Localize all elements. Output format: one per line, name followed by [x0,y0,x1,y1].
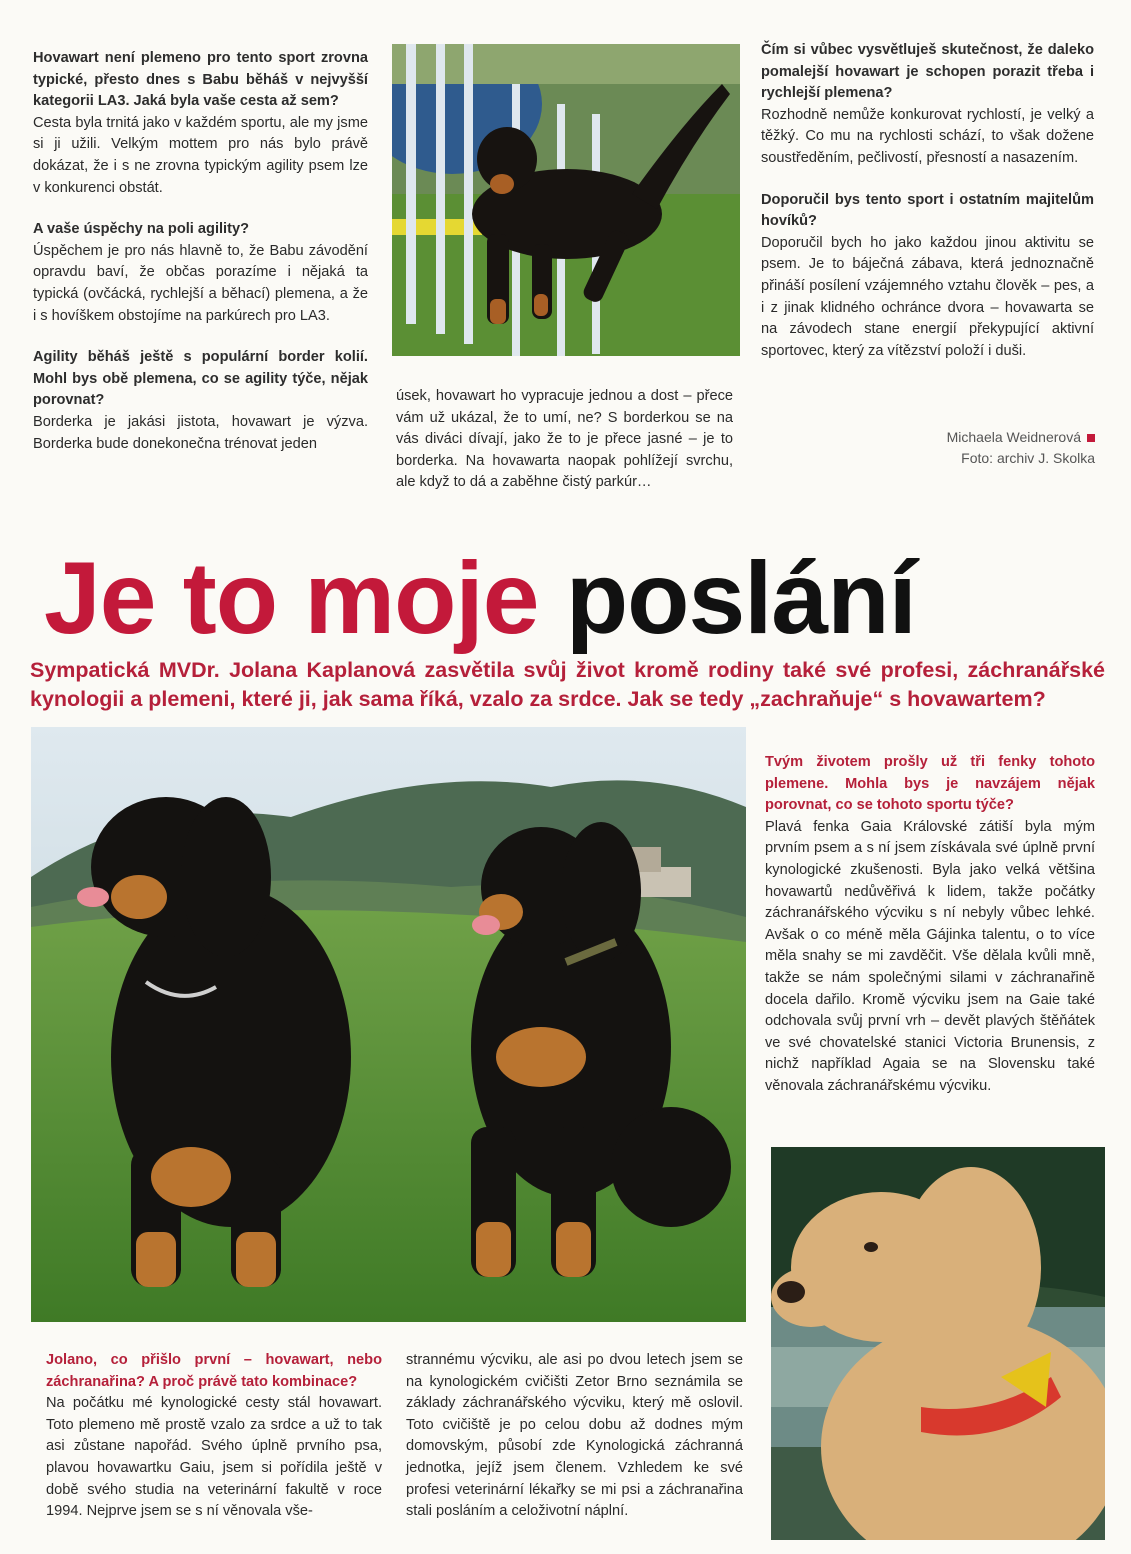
answer-2: Úspěchem je pro nás hlavně to, že Babu závodění opravdu baví, že občas porazíme i nějaká ta typická (ovčácká, rychlejší a běhací) plemena, a že i s hovíškem obstojíme na parkúrech pro LA3. [33,242,368,324]
golden-hovawart-photo [771,1147,1105,1540]
right-question-1: Tvým životem prošly už tři fenky tohoto plemene. Mohla bys je navzájem nějak porovnat, co se tohoto sportu týče? [765,754,1095,814]
answer-5: Doporučil bych ho jako každou jinou aktivitu se psem. Je to báječná zábava, která jednoznačně přináší posílení vzájemného vztahu člověk – pes, a i z jinak klidného ochránce dvora – hovawarta se na závodech stane energií překypující aktivní sportovec, který za vítězství položí i duši. [761,234,1094,359]
top-column-1 [33,48,368,455]
headline-part-1: Je to moje [44,541,539,655]
golden-hovawart-image [771,1147,1105,1540]
agility-dog-image [392,44,740,356]
two-hovawarts-image [31,727,746,1322]
top-column-2 [396,386,733,494]
answer-1: Cesta byla trnitá jako v každém sportu, ale my jsme si ji užili. Velkým mottem pro nás bylo právě dokázat, že i s ne zrovna typickým agility psem lze v konkurenci obstát. [33,114,368,196]
question-3: Agility běháš ještě s populární border kolií. Mohl bys obě plemena, co se agility týče, nějak porovnat? [33,349,368,409]
bottom-answer-1: Na počátku mé kynologické cesty stál hovawart. Toto plemeno mě prostě vzalo za srdce a už to tak asi zůstane napořád. Svého úplně prvního psa, plavou hovawartku Gaiu, jsem si pořídila ještě v době svého studia na veterinární fakultě v roce 1994. Nejprve jsem se s ní věnovala vše- [46,1395,382,1520]
bottom-answer-1-continued: strannému výcviku, ale asi po dvou letech jsem se na kynologickém cvičišti Zetor Brno seznámila se základy záchranářského výcviku, který mě oslovil. Toto cvičiště je po celou dobu až dodnes mým domovským, působí zde Kynologická záchranná jednotka, jejíž jsem členem. Vzhledem ke své profesi veterinární lékařky se mi psi a záchranařina stali posláním a celoživotní náplní. [406,1352,743,1520]
right-answer-1: Plavá fenka Gaia Královské zátiší byla mým prvním psem a s ní jsem získávala své úplně první kynologické zkušenosti. Byla jako velká většina hovawartů nedůvěřivá k lidem, takže počátky záchranářského výcviku s ní nebyly vůbec lehké. Avšak o co méně měla Gájinka talentu, o to více měla snahy se mi zavděčit. Vše dělala kvůli mně, takže se nám společnými silami v záchranařině docela dařilo. Kromě výcviku jsem na Gaie také odchovala svůj první vrh – devět plavých štěňátek ve své chovatelské stanici Victoria Brunensis, z nichž například Agaia se na Slovensku také věnovala záchranářskému výcviku. [765,818,1095,1094]
lead-paragraph: Sympatická MVDr. Jolana Kaplanová zasvětila svůj život kromě rodiny také své profesi, záchranářské kynologii a plemeni, které ji, jak sama říká, vzalo za srdce. Jak se tedy „zachraňuje“ s hovawartem? [30,658,1105,711]
bottom-column-1 [46,1350,382,1523]
right-column [765,752,1095,1098]
bottom-question-1: Jolano, co přišlo první – hovawart, nebo záchranařina? A proč právě tato kombinace? [46,1352,382,1390]
author-name: Michaela Weidnerová [946,429,1081,445]
answer-3-continued: úsek, hovawart ho vypracuje jednou a dost – přece vám už ukázal, že to umí, ne? S borderkou se na vás diváci dívají, jako že to je přece jasné – je to borderka. Na hovawarta naopak pohlížejí svrchu, ale když to dá a zaběhne čistý parkúr… [396,388,733,491]
question-2: A vaše úspěchy na poli agility? [33,221,249,238]
article-headline [44,538,1114,658]
photo-credit: Foto: archiv J. Skolka [961,450,1095,466]
end-square-icon [1087,434,1095,442]
agility-dog-photo [392,44,740,356]
credits [800,427,1095,469]
headline-part-2: poslání [565,541,916,655]
question-1: Hovawart není plemeno pro tento sport zrovna typické, přesto dnes s Babu běháš v nejvyšší kategorii LA3. Jaká byla vaše cesta až sem? [33,50,368,110]
top-column-3 [761,40,1094,362]
answer-3: Borderka je jakási jistota, hovawart je výzva. Borderka bude donekonečna trénovat jeden [33,413,368,452]
answer-4: Rozhodně nemůže konkurovat rychlostí, je velký a těžký. Co mu na rychlosti schází, to však dožene soustředěním, pečlivostí, přesností a nasazením. [761,106,1094,166]
question-5: Doporučil bys tento sport i ostatním majitelům hovíků? [761,191,1094,230]
author-line [800,427,1095,448]
bottom-column-2 [406,1350,743,1523]
question-4: Čím si vůbec vysvětluješ skutečnost, že daleko pomalejší hovawart je schopen porazit třeba i rychlejší plemena? [761,42,1094,102]
two-hovawarts-photo [31,727,746,1322]
